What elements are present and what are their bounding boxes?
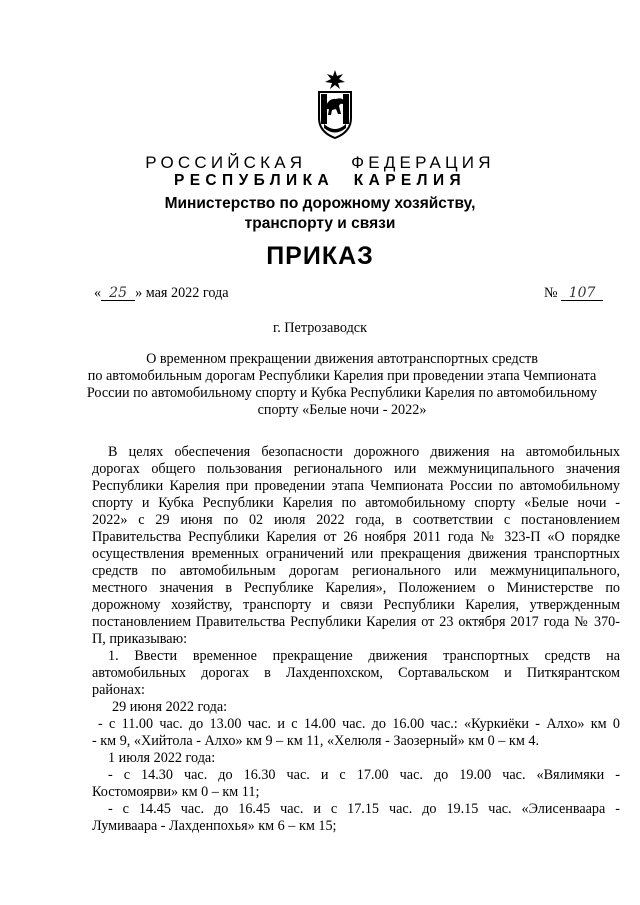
subject-line: России по автомобильному спорту и Кубка Республики Карелия по автомобильному (86, 385, 598, 401)
subject-line: по автомобильным дорогам Республики Карелия при проведении этапа Чемпионата (87, 368, 597, 384)
body-line: средств по автомобильным дорогам регионального или межмуниципального, (92, 563, 620, 579)
document-type-title: ПРИКАЗ (266, 242, 374, 270)
clause-1-line: автомобильных дорогах в Лахденпохском, Сортавальском и Питкярантском (92, 665, 620, 681)
body-line: местного значения в Республике Карелия», Положением о Министерстве по (92, 580, 620, 596)
clause-1-line: 1. Ввести временное прекращение движения транспортных средств на (108, 648, 620, 664)
country-header: РОССИЙСКАЯ ФЕДЕРАЦИЯ (145, 153, 495, 172)
schedule-date: 1 июля 2022 года: (108, 750, 216, 766)
body-line: В целях обеспечения безопасности дорожного движения на автомобильных (108, 444, 620, 460)
body-line: Республики Карелия при проведении этапа Чемпионата России по автомобильному (92, 478, 620, 494)
order-number: № 107 (544, 285, 603, 302)
coat-of-arms-emblem (316, 68, 354, 140)
order-body (94, 444, 620, 835)
order-date: « 25 » мая 2022 года (94, 285, 229, 301)
clause-1-line: районах: (92, 682, 146, 698)
schedule-line: Лумиваара - Лахденпохья» км 6 – км 15; (92, 818, 337, 834)
body-line: осуществления временных ограничений или прекращения движения транспортных (92, 546, 620, 562)
body-line: 2022» с 29 июня по 02 июля 2022 года, в соответствии с постановлением (92, 512, 620, 528)
star-icon (325, 70, 345, 89)
schedule-line: Костомоярви» км 0 – км 11; (92, 784, 260, 800)
body-line: дорожному хозяйству, транспорту и связи Республики Карелия, утвержденным (92, 597, 620, 613)
ministry-name-line2: транспорту и связи (244, 215, 396, 232)
handwritten-number: 107 (561, 287, 603, 301)
ministry-name-line1: Министерство по дорожному хозяйству, (164, 195, 476, 212)
city-name: г. Петрозаводск (272, 320, 367, 336)
body-line: Правительства Республики Карелия от 26 ноября 2011 года № 323-П «О порядке (92, 529, 620, 545)
subject-line: О временном прекращении движения автотранспортных средств (146, 351, 538, 367)
handwritten-day: 25 (101, 287, 135, 301)
body-line: спорту и Кубка Республики Карелия по автомобильному спорту «Белые ночи - (92, 495, 620, 511)
body-line: дорогах общего пользования регионального или межмуниципального значения (92, 461, 620, 477)
republic-header: РЕСПУБЛИКА КАРЕЛИЯ (173, 172, 467, 189)
schedule-line: - с 14.45 час. до 16.45 час. и с 17.15 час. до 19.15 час. «Элисенваара - (108, 801, 620, 817)
body-line: постановлением Правительства Республики Карелия от 23 октября 2017 года № 370- (92, 614, 620, 630)
schedule-line: - км 9, «Хийтола - Алхо» км 9 – км 11, «Хелюля - Заозерный» км 0 – км 4. (92, 733, 539, 749)
schedule-line: - с 14.30 час. до 16.30 час. и с 17.00 час. до 19.00 час. «Вялимяки - (108, 767, 620, 783)
body-line: П, приказываю: (92, 631, 188, 647)
subject-line: спорту «Белые ночи - 2022» (257, 402, 427, 418)
order-subject (62, 351, 622, 419)
schedule-line: - с 11.00 час. до 13.00 час. и с 14.00 час. до 16.00 час.: «Куркиёки - Алхо» км 0 (98, 716, 620, 732)
schedule-date: 29 июня 2022 года: (112, 699, 228, 715)
